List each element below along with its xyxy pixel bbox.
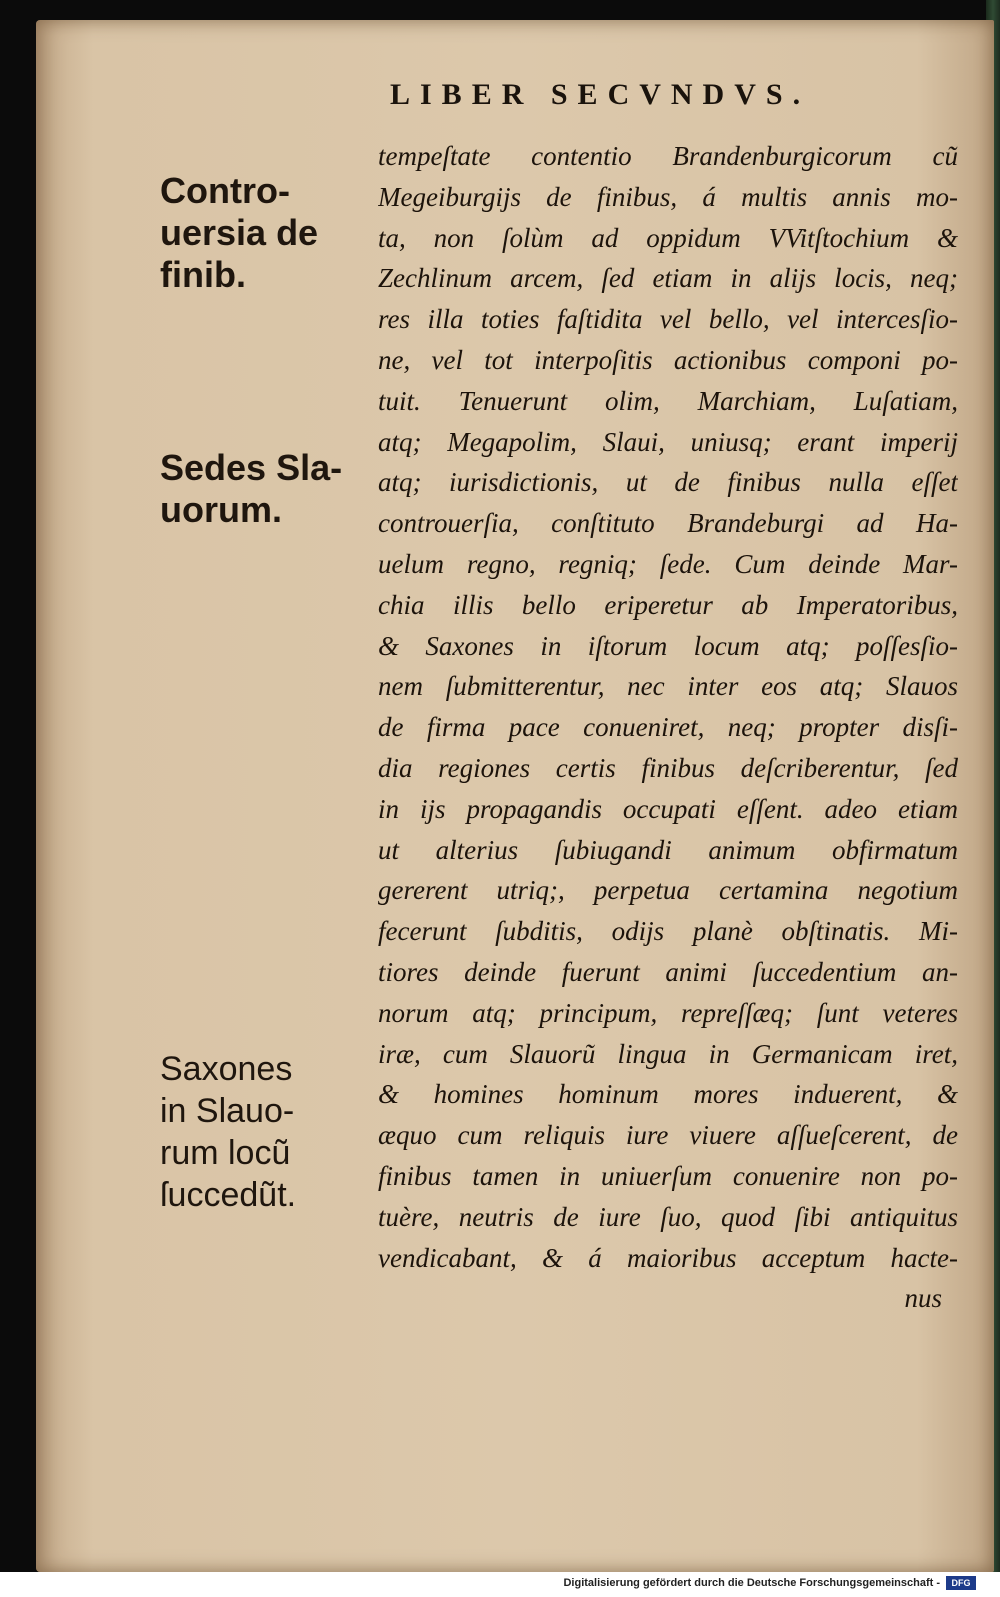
text-line: & Saxones in iſtorum locum atq; poſſesſio- (378, 630, 958, 661)
text-line: tuit. Tenuerunt olim, Marchiam, Luſatiam, (378, 385, 958, 416)
margin-note-line: Contro- (160, 170, 290, 211)
text-line: chia illis bello eriperetur ab Imperatoribus, (378, 589, 958, 620)
funding-credit: Digitalisierung gefördert durch die Deutsche Forschungsgemeinschaft - (563, 1577, 940, 1589)
text-line: vendicabant, & á maioribus acceptum hacte- (378, 1242, 958, 1273)
margin-note-line: finib. (160, 254, 246, 295)
margin-note-saxones (160, 1048, 360, 1216)
main-text-block (378, 136, 958, 1319)
text-line: controuerſia, conſtituto Brandeburgi ad Ha- (378, 508, 958, 539)
text-line: æquo cum reliquis iure viuere aſſueſcerent, de (378, 1120, 958, 1151)
margin-note-line: uersia de (160, 212, 319, 253)
text-line: Zechlinum arcem, ſed etiam in alijs locis, neq; (378, 263, 958, 294)
text-line: in ijs propagandis occupati eſſent. adeo etiam (378, 793, 958, 824)
text-line: ut alterius ſubiugandi animum obfirmatum (378, 834, 958, 865)
text-line: tuère, neutris de iure ſuo, quod ſibi antiquitus (378, 1201, 958, 1232)
margin-note-line: uorum. (160, 489, 282, 530)
text-line: Megeiburgijs de finibus, á multis annis mo- (378, 181, 958, 212)
margin-note-line: ſuccedũt. (160, 1176, 297, 1214)
text-line: ta, non ſolùm ad oppidum VVitſtochium & (378, 222, 958, 253)
text-line: atq; Megapolim, Slaui, uniusq; erant imperij (378, 426, 958, 457)
text-line: finibus tamen in uniuerſum conuenire non po- (378, 1160, 958, 1191)
dfg-logo-icon: DFG (946, 1576, 976, 1590)
text-line: & homines hominum mores induerent, & (378, 1079, 958, 1110)
text-line: res illa toties faſtidita vel bello, vel intercesſio- (378, 304, 958, 335)
running-head: LIBER SECVNDVS. (390, 78, 811, 111)
text-line: fecerunt ſubditis, odijs planè obſtinatis. Mi- (378, 916, 958, 947)
text-line: norum atq; principum, repreſſæq; ſunt veteres (378, 997, 958, 1028)
catchword: nus (904, 1283, 942, 1314)
text-line: nem ſubmitterentur, nec inter eos atq; Slauos (378, 671, 958, 702)
text-line: ne, vel tot interpoſitis actionibus componi po- (378, 344, 958, 375)
text-line: de firma pace conueniret, neq; propter disſi- (378, 712, 958, 743)
margin-note-sedes-slauorum (160, 447, 360, 531)
text-line: tiores deinde fuerunt animi ſuccedentium an- (378, 956, 958, 987)
margin-note-line: rum locũ (160, 1134, 291, 1172)
text-line: gererent utriq;, perpetua certamina negotium (378, 875, 958, 906)
margin-note-controversia (160, 170, 360, 296)
text-line: iræ, cum Slauorũ lingua in Germanicam iret, (378, 1038, 958, 1069)
footer-bar (0, 1572, 1000, 1597)
text-line: dia regiones certis finibus deſcriberentur, ſed (378, 752, 958, 783)
text-line: atq; iurisdictionis, ut de finibus nulla eſſet (378, 467, 958, 498)
text-line: uelum regno, regniq; ſede. Cum deinde Mar- (378, 548, 958, 579)
margin-note-line: Sedes Sla- (160, 447, 343, 488)
margin-note-line: Saxones (160, 1050, 293, 1088)
text-line: tempeſtate contentio Brandenburgicorum cũ (378, 141, 958, 171)
margin-note-line: in Slauo- (160, 1092, 295, 1130)
